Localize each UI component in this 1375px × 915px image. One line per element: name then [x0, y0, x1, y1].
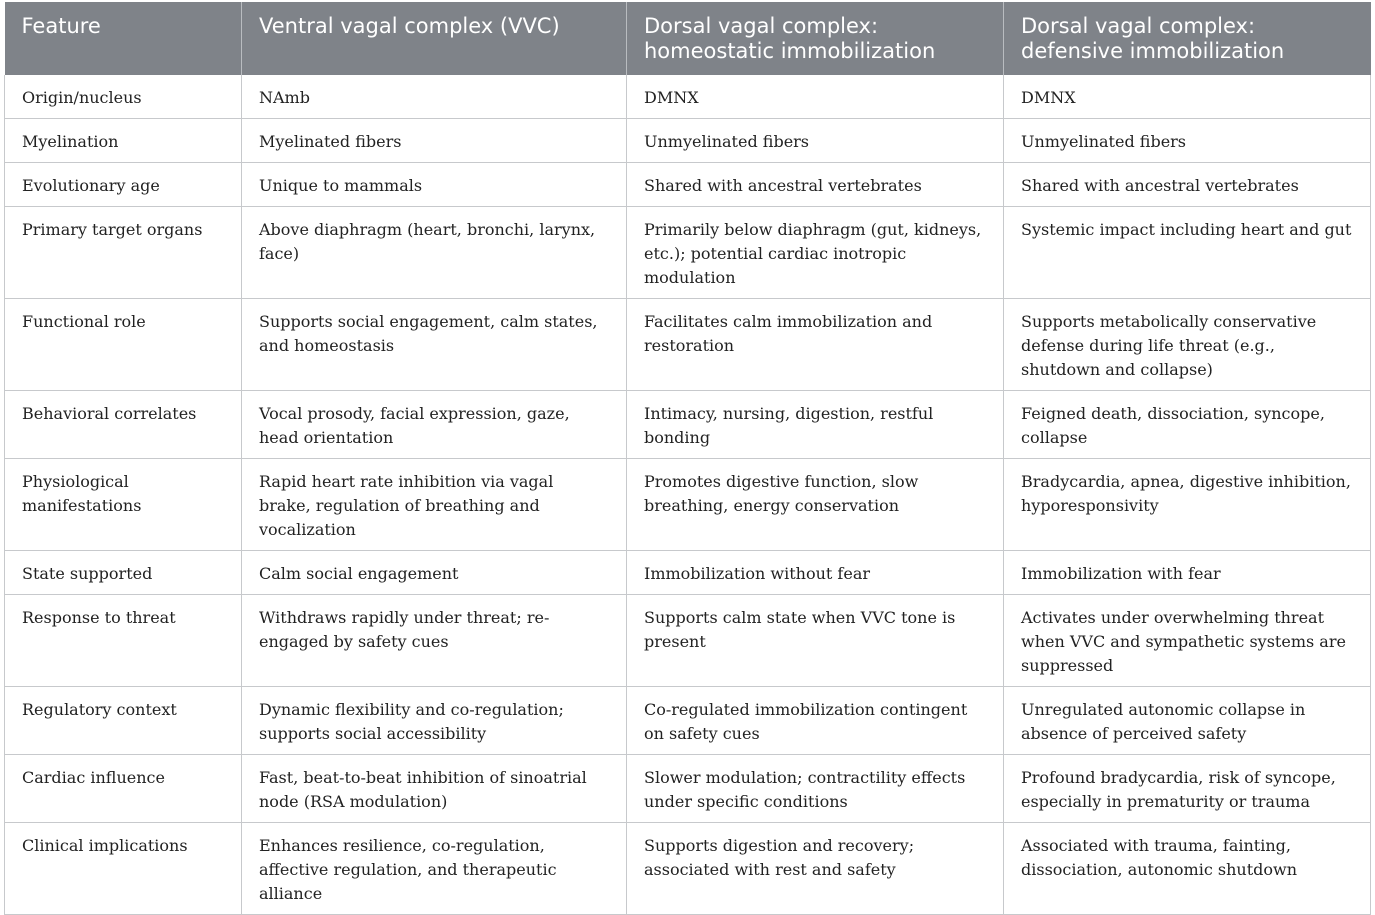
dorsal-defensive-cell: Immobilization with fear	[1004, 551, 1371, 595]
dorsal-homeostatic-cell: Intimacy, nursing, digestion, restful bonding	[627, 391, 1004, 459]
comparison-table-container	[4, 2, 1370, 915]
table-body	[5, 75, 1371, 915]
ventral-cell: Enhances resilience, co-regulation, affective regulation, and therapeutic alliance	[242, 823, 627, 915]
header-dorsal-defensive: Dorsal vagal complex: defensive immobilization	[1004, 2, 1371, 75]
ventral-cell: Fast, beat-to-beat inhibition of sinoatrial node (RSA modulation)	[242, 755, 627, 823]
header-ventral-vagal: Ventral vagal complex (VVC)	[242, 2, 627, 75]
dorsal-homeostatic-cell: Primarily below diaphragm (gut, kidneys, etc.); potential cardiac inotropic modulation	[627, 207, 1004, 299]
dorsal-defensive-cell: DMNX	[1004, 75, 1371, 119]
dorsal-homeostatic-cell: Supports calm state when VVC tone is present	[627, 595, 1004, 687]
feature-cell: Behavioral correlates	[5, 391, 242, 459]
table-row	[5, 119, 1371, 163]
feature-cell: Cardiac influence	[5, 755, 242, 823]
feature-cell: Clinical implications	[5, 823, 242, 915]
ventral-cell: Calm social engagement	[242, 551, 627, 595]
feature-cell: Regulatory context	[5, 687, 242, 755]
ventral-cell: Unique to mammals	[242, 163, 627, 207]
table-row	[5, 595, 1371, 687]
vagal-complex-comparison-table	[4, 2, 1371, 915]
table-row	[5, 391, 1371, 459]
dorsal-defensive-cell: Activates under overwhelming threat when VVC and sympathetic systems are suppressed	[1004, 595, 1371, 687]
dorsal-defensive-cell: Systemic impact including heart and gut	[1004, 207, 1371, 299]
header-feature: Feature	[5, 2, 242, 75]
feature-cell: Myelination	[5, 119, 242, 163]
dorsal-homeostatic-cell: Slower modulation; contractility effects under specific conditions	[627, 755, 1004, 823]
ventral-cell: Dynamic flexibility and co-regulation; supports social accessibility	[242, 687, 627, 755]
table-row	[5, 163, 1371, 207]
table-row	[5, 755, 1371, 823]
table-row	[5, 823, 1371, 915]
dorsal-homeostatic-cell: Facilitates calm immobilization and restoration	[627, 299, 1004, 391]
ventral-cell: NAmb	[242, 75, 627, 119]
dorsal-defensive-cell: Unmyelinated fibers	[1004, 119, 1371, 163]
dorsal-defensive-cell: Associated with trauma, fainting, dissociation, autonomic shutdown	[1004, 823, 1371, 915]
table-row	[5, 207, 1371, 299]
header-dorsal-homeostatic: Dorsal vagal complex: homeostatic immobilization	[627, 2, 1004, 75]
feature-cell: Physiological manifestations	[5, 459, 242, 551]
table-row	[5, 459, 1371, 551]
ventral-cell: Supports social engagement, calm states, and homeostasis	[242, 299, 627, 391]
ventral-cell: Myelinated fibers	[242, 119, 627, 163]
ventral-cell: Vocal prosody, facial expression, gaze, head orientation	[242, 391, 627, 459]
dorsal-homeostatic-cell: Immobilization without fear	[627, 551, 1004, 595]
ventral-cell: Above diaphragm (heart, bronchi, larynx, face)	[242, 207, 627, 299]
dorsal-defensive-cell: Unregulated autonomic collapse in absence of perceived safety	[1004, 687, 1371, 755]
dorsal-defensive-cell: Feigned death, dissociation, syncope, collapse	[1004, 391, 1371, 459]
dorsal-homeostatic-cell: Co-regulated immobilization contingent on safety cues	[627, 687, 1004, 755]
header-row	[5, 2, 1371, 75]
dorsal-defensive-cell: Shared with ancestral vertebrates	[1004, 163, 1371, 207]
dorsal-homeostatic-cell: Supports digestion and recovery; associated with rest and safety	[627, 823, 1004, 915]
dorsal-defensive-cell: Supports metabolically conservative defense during life threat (e.g., shutdown and collapse)	[1004, 299, 1371, 391]
ventral-cell: Withdraws rapidly under threat; re-engaged by safety cues	[242, 595, 627, 687]
ventral-cell: Rapid heart rate inhibition via vagal brake, regulation of breathing and vocalization	[242, 459, 627, 551]
dorsal-homeostatic-cell: Promotes digestive function, slow breathing, energy conservation	[627, 459, 1004, 551]
table-row	[5, 687, 1371, 755]
table-header	[5, 2, 1371, 75]
dorsal-homeostatic-cell: Shared with ancestral vertebrates	[627, 163, 1004, 207]
table-row	[5, 551, 1371, 595]
feature-cell: Origin/nucleus	[5, 75, 242, 119]
feature-cell: State supported	[5, 551, 242, 595]
feature-cell: Response to threat	[5, 595, 242, 687]
feature-cell: Primary target organs	[5, 207, 242, 299]
dorsal-homeostatic-cell: Unmyelinated fibers	[627, 119, 1004, 163]
dorsal-defensive-cell: Profound bradycardia, risk of syncope, especially in prematurity or trauma	[1004, 755, 1371, 823]
table-row	[5, 299, 1371, 391]
dorsal-homeostatic-cell: DMNX	[627, 75, 1004, 119]
feature-cell: Functional role	[5, 299, 242, 391]
dorsal-defensive-cell: Bradycardia, apnea, digestive inhibition, hyporesponsivity	[1004, 459, 1371, 551]
table-row	[5, 75, 1371, 119]
feature-cell: Evolutionary age	[5, 163, 242, 207]
